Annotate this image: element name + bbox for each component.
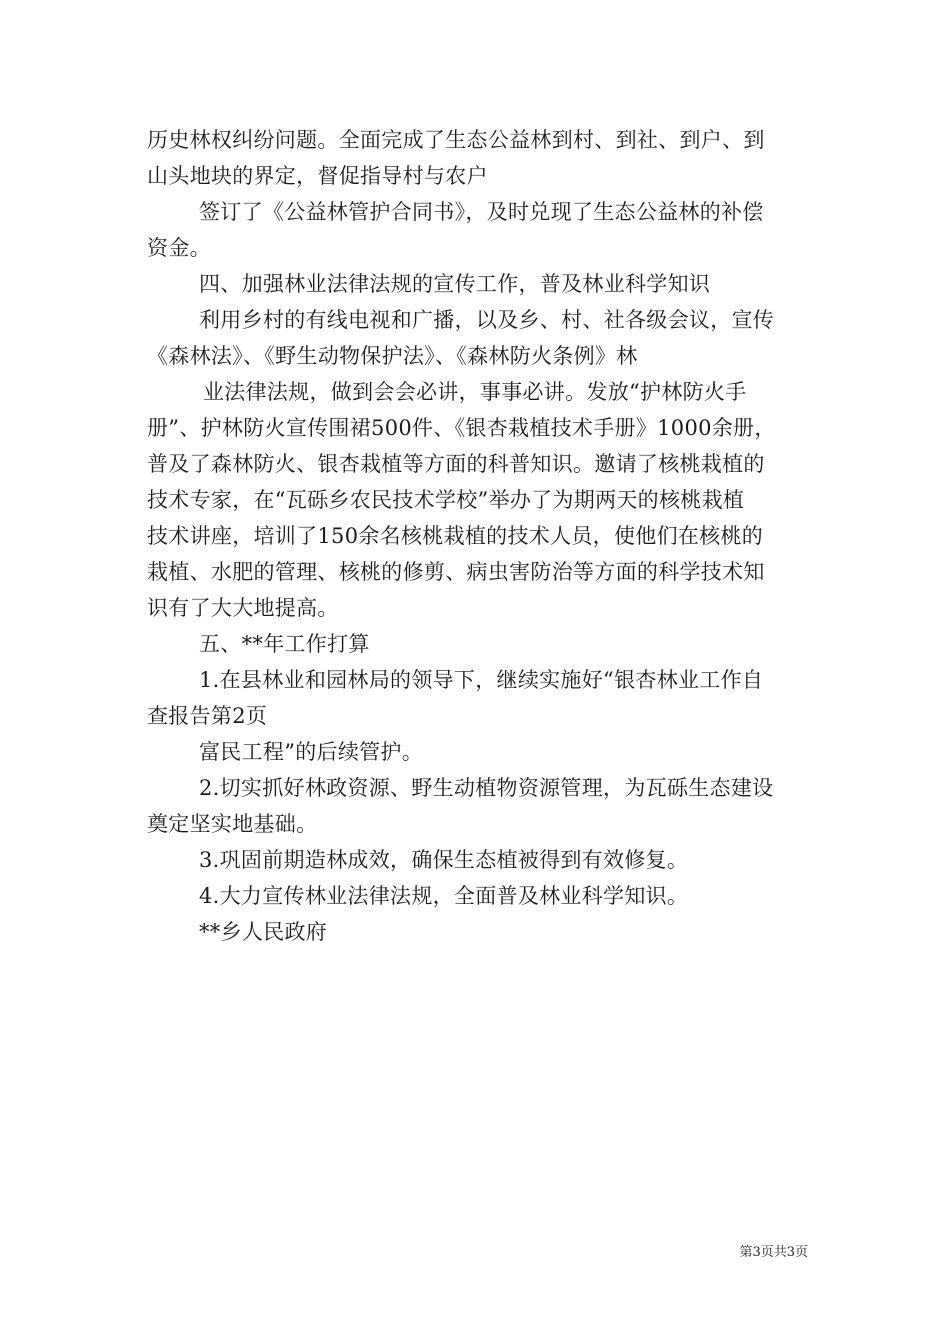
text-line: 4.大力宣传林业法律法规，全面普及林业科学知识。	[199, 884, 689, 908]
text-line: 签订了《公益林管护合同书》，及时兑现了生态公益林的补偿	[199, 200, 764, 224]
text-line: 1.在县林业和园林局的领导下，继续实施好“银杏林业工作自	[199, 668, 764, 692]
text-line: 技术讲座，培训了150余名核桃栽植的技术人员，使他们在核桃的	[147, 524, 764, 548]
text-line: 3.巩固前期造林成效，确保生态植被得到有效修复。	[199, 848, 689, 872]
text-line: 《森林法》、《野生动物保护法》、《森林防火条例》林	[147, 344, 638, 368]
document-body	[147, 122, 817, 950]
text-line: 技术专家，在“瓦砾乡农民技术学校”举办了为期两天的核桃栽植	[147, 488, 745, 512]
text-line: 山头地块的界定，督促指导村与农户	[147, 164, 488, 188]
text-line: 栽植、水肥的管理、核桃的修剪、病虫害防治等方面的科学技术知	[147, 560, 765, 584]
text-line: 册”、护林防火宣传围裙500件、《银杏栽植技术手册》1000余册，	[147, 416, 776, 440]
text-line: 富民工程”的后续管护。	[199, 740, 424, 764]
text-line: 普及了森林防火、银杏栽植等方面的科普知识。邀请了核桃栽植的	[147, 452, 765, 476]
text-line: 2.切实抓好林政资源、野生动植物资源管理，为瓦砾生态建设	[199, 776, 774, 800]
text-line: 历史林权纠纷问题。全面完成了生态公益林到村、到社、到户、到	[147, 128, 765, 152]
text-line: 查报告第2页	[147, 704, 268, 728]
text-line: 资金。	[147, 236, 211, 260]
text-line: **乡人民政府	[199, 920, 328, 944]
text-line: 四、加强林业法律法规的宣传工作，普及林业科学知识	[199, 272, 711, 296]
text-line: 奠定坚实地基础。	[147, 812, 318, 836]
text-line: 五、**年工作打算	[199, 632, 370, 656]
page-number: 第3页共3页	[739, 1245, 808, 1260]
text-line: 识有了大大地提高。	[147, 596, 339, 620]
text-line: 业法律法规，做到会会必讲，事事必讲。发放“护林防火手	[203, 380, 747, 404]
text-line: 利用乡村的有线电视和广播，以及乡、村、社各级会议，宣传	[199, 308, 775, 332]
